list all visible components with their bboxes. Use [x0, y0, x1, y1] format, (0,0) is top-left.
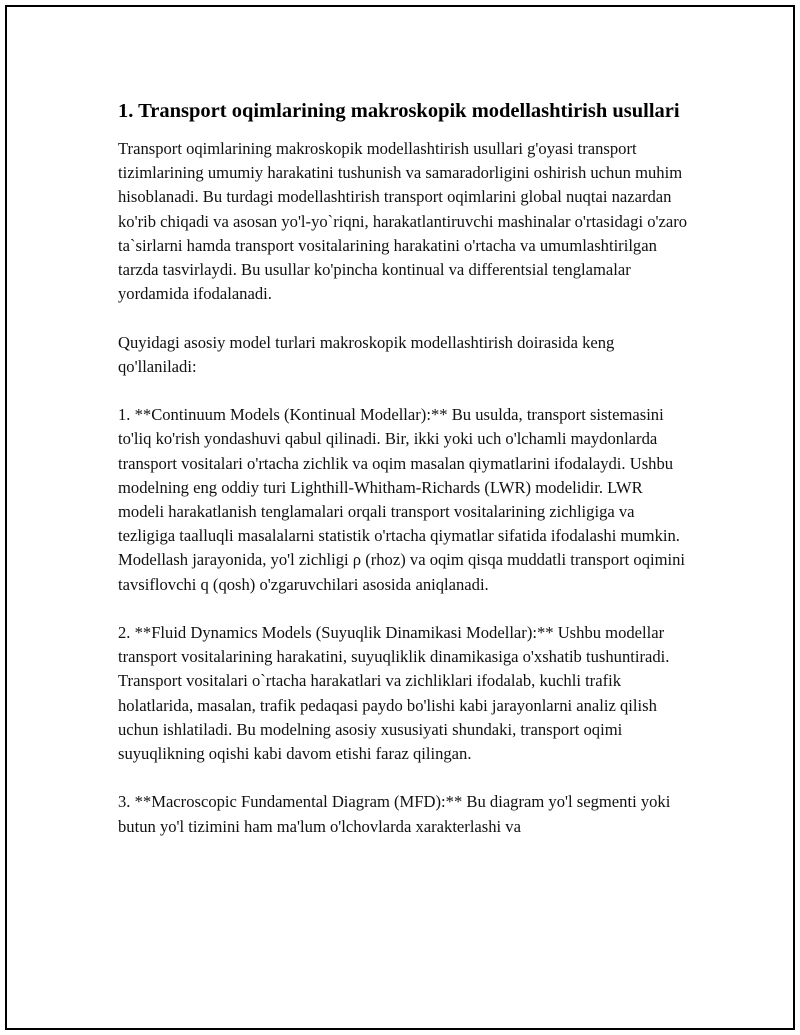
paragraph-fluid-dynamics-models: 2. **Fluid Dynamics Models (Suyuqlik Dinamikasi Modellar):** Ushbu modellar transport vositalarining harakatini, suyuqliklik dinamikasiga o'xshatib tushuntiradi. Transport vositalari o`rtacha harakatlari va zichliklari ifodalab, kuchli trafik holatlarida, masalan, trafik pedaqasi paydo bo'lishi kabi jarayonlarni analiz qilish uchun ishlatiladi. Bu modelning asosiy xususiyati shundaki, transport oqimi suyuqlikning oqishi kabi davom etishi faraz qilingan. [118, 623, 670, 764]
document-title: 1. Transport oqimlarining makroskopik modellashtirish usullari [118, 100, 680, 122]
document-body [118, 98, 690, 863]
paragraph-mfd: 3. **Macroscopic Fundamental Diagram (MFD):** Bu diagram yo'l segmenti yoki butun yo'l tizimini ham ma'lum o'lchovlarda xarakterlashi va [118, 792, 671, 836]
paragraph-intro: Transport oqimlarining makroskopik modellashtirish usullari g'oyasi transport tizimlarining umumiy harakatini tushunish va samaradorligini oshirish uchun muhim hisoblanadi. Bu turdagi modellashtirish transport oqimlarini global nuqtai nazardan ko'rib chiqadi va asosan yo'l-yo`riqni, harakatlantiruvchi mashinalar o'rtasidagi o'zaro ta`sirlarni hamda transport vositalarining harakatini o'rtacha va umumlashtirilgan tarzda tasvirlaydi. Bu usullar ko'pincha kontinual va differentsial tenglamalar yordamida ifodalanadi. [118, 139, 688, 304]
paragraph-continuum-models: 1. **Continuum Models (Kontinual Modellar):** Bu usulda, transport sistemasini to'liq ko'rish yondashuvi qabul qilinadi. Bir, ikki yoki uch o'lchamli maydonlarda transport vositalari o'rtacha zichlik va oqim masalan qiymatlarini ifodalaydi. Ushbu modelning eng oddiy turi Lighthill-Whitham-Richards (LWR) modelidir. LWR modeli harakatlanish tenglamalari orqali transport vositalarining zichligiga va tezligiga taalluqli masalalarni statistik o'rtacha qiymatlar sifatida ifodalashi mumkin. Modellash jarayonida, yo'l zichligi ρ (rhoz) va oqim qisqa muddatli transport oqimini tavsiflovchi q (qosh) o'zgaruvchilari asosida aniqlanadi. [118, 405, 686, 594]
paragraph-model-types: Quyidagi asosiy model turlari makroskopik modellashtirish doirasida keng qo'llaniladi: [118, 332, 615, 376]
page-frame [5, 5, 795, 1030]
